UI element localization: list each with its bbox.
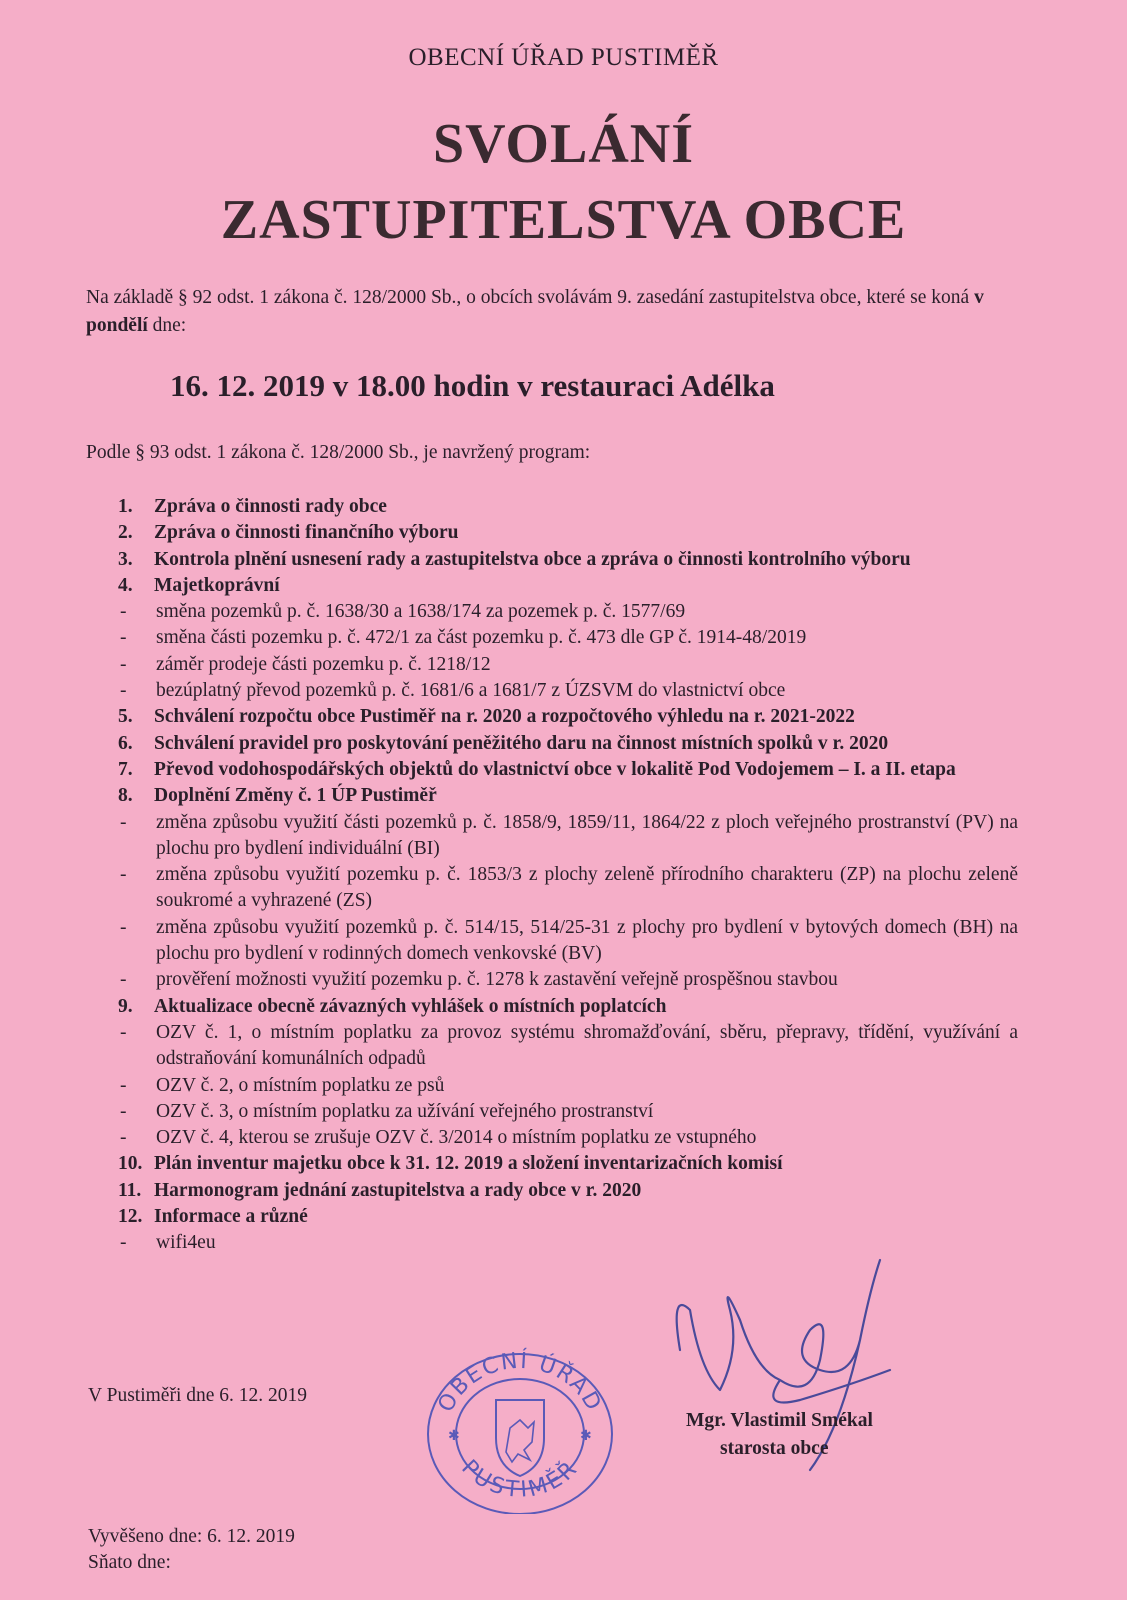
- agenda-item: [118, 1178, 1018, 1204]
- agenda-text: OZV č. 3, o místním poplatku za užívání veřejného prostranství: [156, 1100, 654, 1122]
- agenda-number: 6.: [118, 732, 133, 754]
- agenda-text: směna části pozemku p. č. 472/1 za část pozemku p. č. 473 dle GP č. 1914-48/2019: [156, 627, 807, 649]
- agenda-bullet: -: [120, 653, 127, 675]
- agenda-text: Majetkoprávní: [154, 574, 280, 596]
- agenda-item: [118, 757, 1018, 783]
- agenda-bullet: -: [120, 680, 127, 702]
- agenda-subitem: [118, 1020, 1018, 1073]
- agenda-number: 9.: [118, 995, 133, 1017]
- agenda-text: OZV č. 4, kterou se zrušuje OZV č. 3/2014 o místním poplatku ze vstupného: [156, 1127, 757, 1149]
- agenda-bullet: -: [120, 969, 127, 991]
- agenda-text: Harmonogram jednání zastupitelstva a rady obce v r. 2020: [154, 1179, 642, 1201]
- agenda-text: Zpráva o činnosti finančního výboru: [154, 522, 459, 544]
- stamp-star-right: ✱: [580, 1429, 592, 1444]
- agenda-item: [118, 704, 1018, 730]
- intro-text-bold: v pondělí: [86, 287, 984, 336]
- agenda-bullet: -: [120, 864, 127, 886]
- agenda-text: směna pozemků p. č. 1638/30 a 1638/174 za pozemek p. č. 1577/69: [156, 601, 686, 623]
- agenda-item: [118, 547, 1018, 573]
- agenda-text: Doplnění Změny č. 1 ÚP Pustiměř: [154, 785, 437, 807]
- agenda-text: Zpráva o činnosti rady obce: [154, 496, 387, 517]
- agenda-list: [118, 494, 1018, 1257]
- document-title-line2: ZASTUPITELSTVA OBCE: [220, 189, 907, 251]
- removed-date: Sňato dne:: [88, 1552, 171, 1573]
- agenda-item: [118, 994, 1018, 1020]
- agenda-number: 5.: [118, 706, 133, 728]
- agenda-subitem: [118, 1073, 1018, 1099]
- agenda-text: OZV č. 1, o místním poplatku za provoz systému shromažďování, sběru, přepravy, třídění, využívání a odstraňování komunálních odpadů: [156, 1021, 1018, 1070]
- agenda-item: [118, 1151, 1018, 1177]
- place-date: V Pustiměři dne 6. 12. 2019: [88, 1385, 308, 1406]
- agenda-text: Převod vodohospodářských objektů do vlastnictví obce v lokalitě Pod Vodojemem – I. a II. etapa: [154, 758, 956, 780]
- agenda-text: změna způsobu využití pozemku p. č. 1853/3 z plochy zeleně přírodního charakteru (ZP) na plochu zeleně soukromé a vyhrazené (ZS): [156, 864, 1018, 912]
- issuing-office: OBECNÍ ÚŘAD PUSTIMĚŘ: [408, 44, 719, 71]
- agenda-subitem: [118, 599, 1018, 625]
- signer-name: Mgr. Vlastimil Smékal: [686, 1410, 873, 1431]
- agenda-item: [118, 1204, 1018, 1230]
- agenda-text: záměr prodeje části pozemku p. č. 1218/12: [156, 653, 491, 675]
- agenda-bullet: -: [120, 916, 127, 938]
- agenda-text: Kontrola plnění usnesení rady a zastupitelstva obce a zpráva o činnosti kontrolního výboru: [154, 548, 911, 570]
- agenda-item: [118, 494, 1018, 520]
- agenda-number: 10.: [118, 1153, 143, 1175]
- agenda-text: bezúplatný převod pozemků p. č. 1681/6 a 1681/7 z ÚZSVM do vlastnictví obce: [156, 680, 786, 702]
- agenda-number: 7.: [118, 758, 133, 780]
- document-title-line1: SVOLÁNÍ: [432, 113, 695, 175]
- agenda-subitem: [118, 915, 1018, 968]
- agenda-bullet: -: [120, 811, 127, 833]
- agenda-bullet: -: [120, 1021, 127, 1043]
- agenda-text: Aktualizace obecně závazných vyhlášek o místních poplatcích: [154, 995, 667, 1017]
- agenda-subitem: [118, 967, 1018, 993]
- agenda-number: 8.: [118, 785, 133, 807]
- agenda-subitem: [118, 1125, 1018, 1151]
- agenda-text: Schválení pravidel pro poskytování peněžitého daru na činnost místních spolků v r. 2020: [154, 732, 889, 754]
- agenda-text: Informace a různé: [154, 1206, 308, 1228]
- agenda-text: Plán inventur majetku obce k 31. 12. 2019 a složení inventarizačních komisí: [154, 1153, 783, 1175]
- agenda-bullet: -: [120, 1074, 127, 1096]
- stamp-text-top: OBECNÍ ÚŘAD: [433, 1348, 607, 1417]
- intro-text-2: dne:: [147, 315, 187, 336]
- agenda-item: [118, 731, 1018, 757]
- agenda-text: prověření možnosti využití pozemku p. č. 1278 k zastavění veřejně prospěšnou stavbou: [156, 969, 838, 991]
- agenda-text: změna způsobu využití části pozemků p. č. 1858/9, 1859/11, 1864/22 z ploch veřejného prostranství (PV) na plochu pro bydlení individuální (BI): [156, 811, 1018, 859]
- agenda-text: OZV č. 2, o místním poplatku ze psů: [156, 1074, 445, 1096]
- agenda-number: 11.: [118, 1179, 142, 1201]
- agenda-item: [118, 783, 1018, 809]
- agenda-item: [118, 520, 1018, 546]
- program-intro: Podle § 93 odst. 1 zákona č. 128/2000 Sb., je navržený program:: [86, 442, 591, 463]
- agenda-subitem: [118, 678, 1018, 704]
- agenda-number: 2.: [118, 522, 133, 544]
- agenda-bullet: -: [120, 627, 127, 649]
- agenda-number: 4.: [118, 574, 133, 596]
- agenda-subitem: [118, 1099, 1018, 1125]
- agenda-subitem: [118, 625, 1018, 651]
- stamp-text-bottom: PUSTIMĚŘ: [456, 1455, 584, 1503]
- agenda-number: 3.: [118, 548, 133, 570]
- agenda-text: Schválení rozpočtu obce Pustiměř na r. 2020 a rozpočtového výhledu na r. 2021-2022: [154, 706, 855, 728]
- agenda-subitem: [118, 862, 1018, 915]
- office-stamp: [420, 1342, 620, 1514]
- stamp-star-left: ✱: [448, 1429, 460, 1444]
- agenda-bullet: -: [120, 1232, 127, 1254]
- svg-text:OBECNÍ ÚŘAD: [433, 1348, 606, 1416]
- svg-text:PUSTIMĚŘ: [456, 1455, 583, 1503]
- posted-date: Vyvěšeno dne: 6. 12. 2019: [88, 1526, 295, 1547]
- signer-role: starosta obce: [720, 1438, 829, 1459]
- agenda-subitem: [118, 652, 1018, 678]
- agenda-subitem: [118, 810, 1018, 863]
- agenda-number: 12.: [118, 1206, 143, 1228]
- agenda-text: změna způsobu využití pozemků p. č. 514/15, 514/25-31 z plochy pro bydlení v bytových domech (BH) na plochu pro bydlení v rodinných domech venkovské (BV): [156, 916, 1018, 965]
- agenda-item: [118, 573, 1018, 599]
- intro-text-1: Na základě § 92 odst. 1 zákona č. 128/2000 Sb., o obcích svolávám 9. zasedání zastupitelstva obce, které se koná: [86, 287, 975, 308]
- intro-paragraph: [86, 284, 1046, 340]
- agenda-bullet: -: [120, 1100, 127, 1122]
- agenda-bullet: -: [120, 601, 127, 623]
- agenda-bullet: -: [120, 1127, 127, 1149]
- meeting-datetime-place: 16. 12. 2019 v 18.00 hodin v restauraci Adélka: [170, 368, 775, 403]
- agenda-number: 1.: [118, 496, 133, 517]
- agenda-text: wifi4eu: [156, 1232, 216, 1254]
